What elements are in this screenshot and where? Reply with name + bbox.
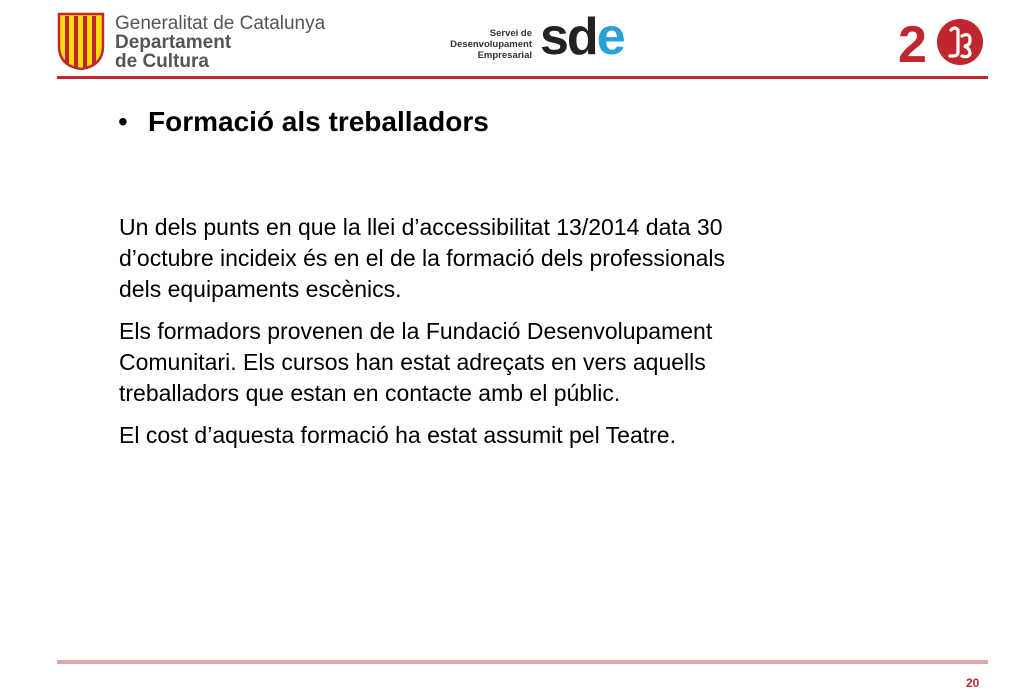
badge-number-prefix: 2 bbox=[898, 16, 927, 68]
slide-header bbox=[0, 0, 1024, 80]
gencat-line-1: Generalitat de Catalunya bbox=[115, 13, 326, 34]
paragraph: El cost d’aquesta formació ha estat assumit pel Teatre. bbox=[119, 422, 676, 448]
header-divider bbox=[57, 76, 988, 79]
gencat-logo bbox=[57, 12, 326, 72]
sde-wordmark bbox=[450, 28, 532, 61]
gencat-line-3: de Cultura bbox=[115, 51, 209, 72]
sde-mark-dark: sd bbox=[540, 8, 597, 66]
paragraph: Un dels punts en que la llei d’accessibilitat 13/2014 data 30 d’octubre incideix és en el de la formació dels professionals dels equipaments escènics. bbox=[119, 214, 725, 302]
sde-line-2: Desenvolupament bbox=[450, 39, 532, 50]
bullet-marker: • bbox=[118, 106, 128, 137]
sde-mark-blue: e bbox=[596, 8, 624, 66]
slide-body bbox=[119, 212, 759, 462]
gencat-line-2: Departament bbox=[115, 32, 232, 53]
footer-divider bbox=[57, 660, 988, 664]
sde-mark bbox=[540, 8, 624, 66]
paragraph: Els formadors provenen de la Fundació Desenvolupament Comunitari. Els cursos han estat adreçats en vers aquells treballadors que estan en contacte amb el públic. bbox=[119, 318, 713, 406]
slide-heading bbox=[118, 106, 489, 138]
gencat-wordmark bbox=[115, 14, 325, 71]
catalan-flag-emblem-icon bbox=[57, 12, 105, 70]
sde-logo bbox=[436, 8, 624, 70]
sde-line-3: Empresarial bbox=[477, 50, 532, 61]
anniversary-20-logo-icon bbox=[898, 16, 986, 68]
page-number: 20 bbox=[966, 676, 980, 690]
sde-line-1: Servei de bbox=[489, 28, 532, 39]
heading-text: Formació als treballadors bbox=[148, 106, 489, 137]
